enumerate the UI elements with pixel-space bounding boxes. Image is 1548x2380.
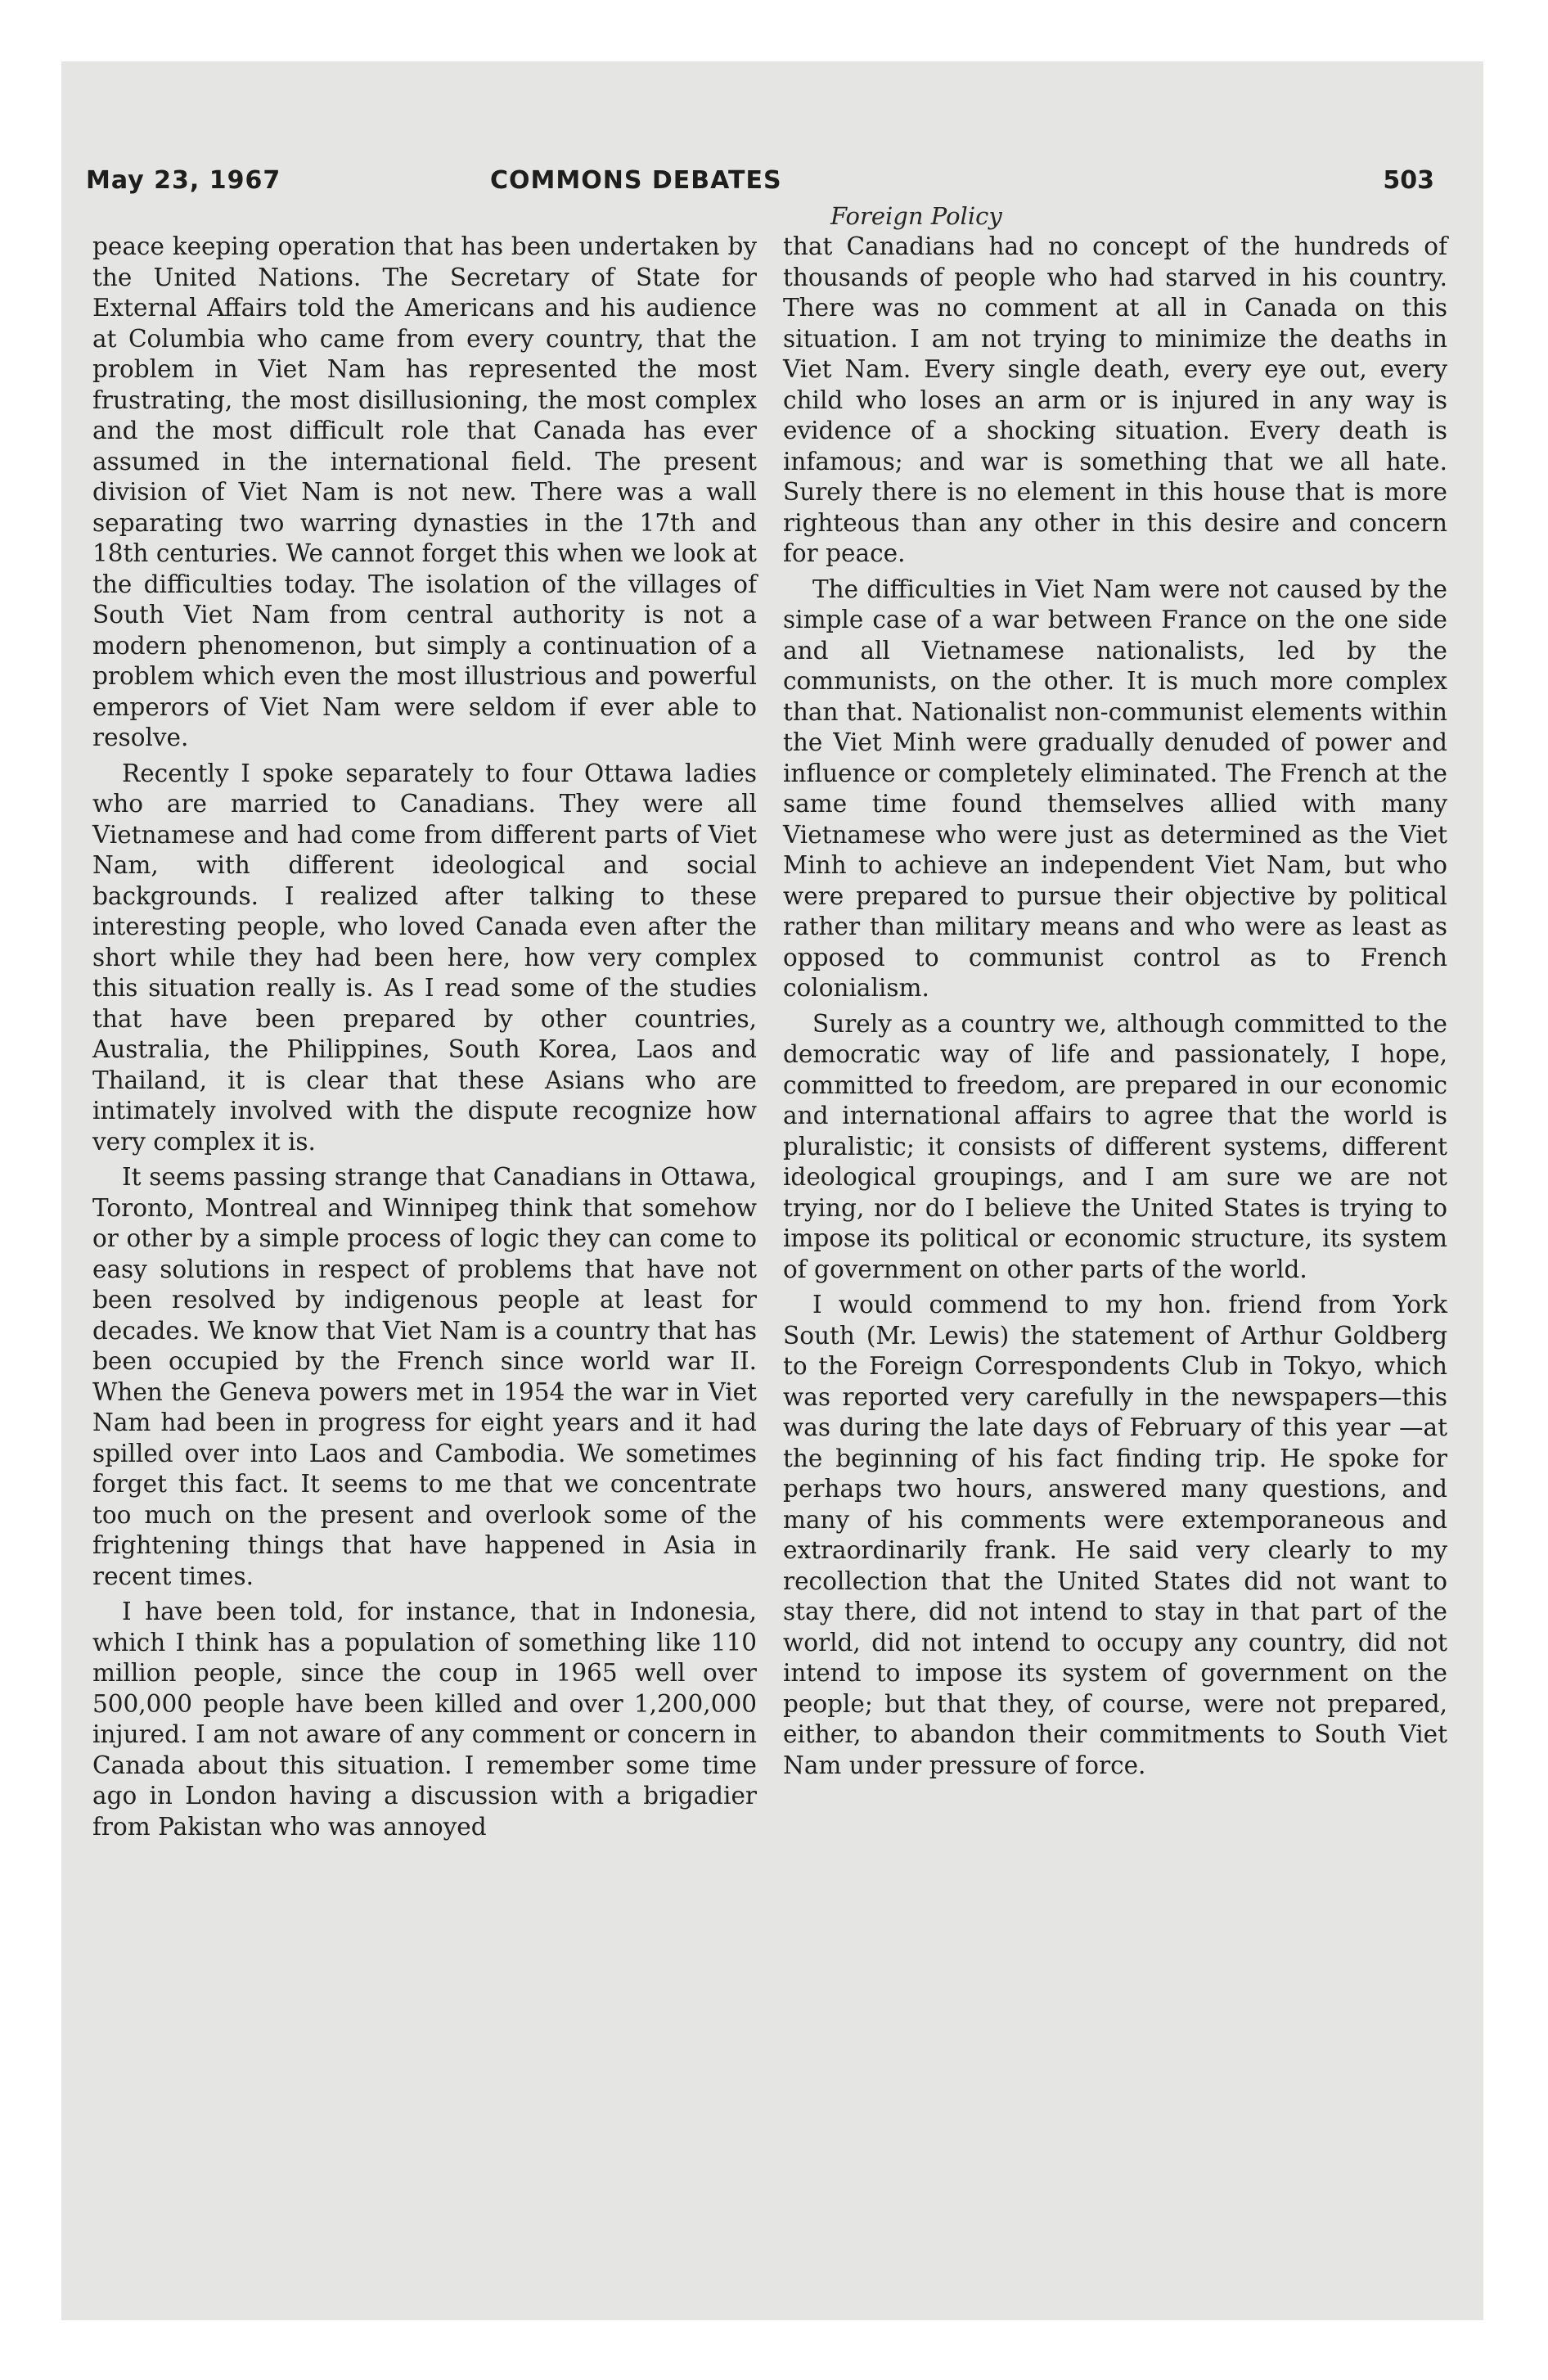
scanned-page: [61, 61, 1483, 2320]
right-column: [783, 232, 1447, 1781]
paragraph: It seems passing strange that Canadians in Ottawa, Toronto, Montreal and Winnipeg think that somehow or other by a simple process of logic they can come to easy solutions in respect of problems that have not been resolved by indigenous people at least for decades. We know that Viet Nam is a country that has been occupied by the French since world war II. When the Geneva powers met in 1954 the war in Viet Nam had been in progress for eight years and it had spilled over into Laos and Cambodia. We sometimes forget this fact. It seems to me that we concentrate too much on the present and overlook some of the frightening things that have happened in Asia in recent times.: [92, 1163, 757, 1590]
header-date: May 23, 1967: [86, 166, 281, 195]
left-column: [92, 232, 757, 1842]
paragraph: I have been told, for instance, that in Indonesia, which I think has a population of something like 110 million people, since the coup in 1965 well over 500,000 people have been killed and over 1,200,000 injured. I am not aware of any comment or concern in Canada about this situation. I remember some time ago in London having a discussion with a brigadier from Pakistan who was annoyed: [92, 1598, 757, 1841]
header-title: COMMONS DEBATES: [490, 166, 782, 195]
page-header: [61, 61, 1483, 230]
paragraph: that Canadians had no concept of the hundreds of thousands of people who had starved in his country. There was no comment at all in Canada on this situation. I am not trying to minimize the deaths in Viet Nam. Every single death, every eye out, every child who loses an arm or is injured in any way is evidence of a shocking situation. Every death is infamous; and war is something that we all hate. Surely there is no element in this house that is more righteous than any other in this desire and concern for peace.: [783, 232, 1447, 567]
paragraph: Recently I spoke separately to four Ottawa ladies who are married to Canadians. They were all Vietnamese and had come from different parts of Viet Nam, with different ideological and social backgrounds. I realized after talking to these interesting people, who loved Canada even after the short while they had been here, how very complex this situation really is. As I read some of the studies that have been prepared by other countries, Australia, the Philippines, South Korea, Laos and Thailand, it is clear that these Asians who are intimately involved with the dispute recognize how very complex it is.: [92, 759, 757, 1156]
paragraph: The difficulties in Viet Nam were not caused by the simple case of a war between France on the one side and all Vietnamese nationalists, led by the communists, on the other. It is much more complex than that. Nationalist non-communist elements within the Viet Minh were gradually denuded of power and influence or completely eliminated. The French at the same time found themselves allied with many Vietnamese who were just as determined as the Viet Minh to achieve an independent Viet Nam, but who were prepared to pursue their objective by political rather than military means and who were as least as opposed to communist control as to French colonialism.: [783, 575, 1447, 1002]
paragraph: peace keeping operation that has been undertaken by the United Nations. The Secretary of State for External Affairs told the Americans and his audience at Columbia who came from every country, that the problem in Viet Nam has represented the most frustrating, the most disillusioning, the most complex and the most difficult role that Canada has ever assumed in the international field. The present division of Viet Nam is not new. There was a wall separating two warring dynasties in the 17th and 18th centuries. We cannot forget this when we look at the difficulties today. The isolation of the villages of South Viet Nam from central authority is not a modern phenomenon, but simply a continuation of a problem which even the most illustrious and powerful emperors of Viet Nam were seldom if ever able to resolve.: [92, 232, 757, 751]
paragraph: Surely as a country we, although committed to the democratic way of life and passionately, I hope, committed to freedom, are prepared in our economic and international affairs to agree that the world is pluralistic; it consists of different systems, different ideological groupings, and I am sure we are not trying, nor do I believe the United States is trying to impose its political or economic structure, its system of government on other parts of the world.: [783, 1009, 1447, 1283]
paragraph: I would commend to my hon. friend from York South (Mr. Lewis) the statement of Arthur Goldberg to the Foreign Correspondents Club in Tokyo, which was reported very carefully in the newspapers—this was during the late days of February of this year —at the beginning of his fact finding trip. He spoke for perhaps two hours, answered many questions, and many of his comments were extemporaneous and extraordinarily frank. He said very clearly to my recollection that the United States did not want to stay there, did not intend to stay in that part of the world, did not intend to occupy any country, did not intend to impose its system of government on the people; but that they, of course, were not prepared, either, to abandon their commitments to South Viet Nam under pressure of force.: [783, 1291, 1447, 1779]
page-number: 503: [1383, 166, 1434, 195]
section-subject: Foreign Policy: [830, 202, 1002, 230]
